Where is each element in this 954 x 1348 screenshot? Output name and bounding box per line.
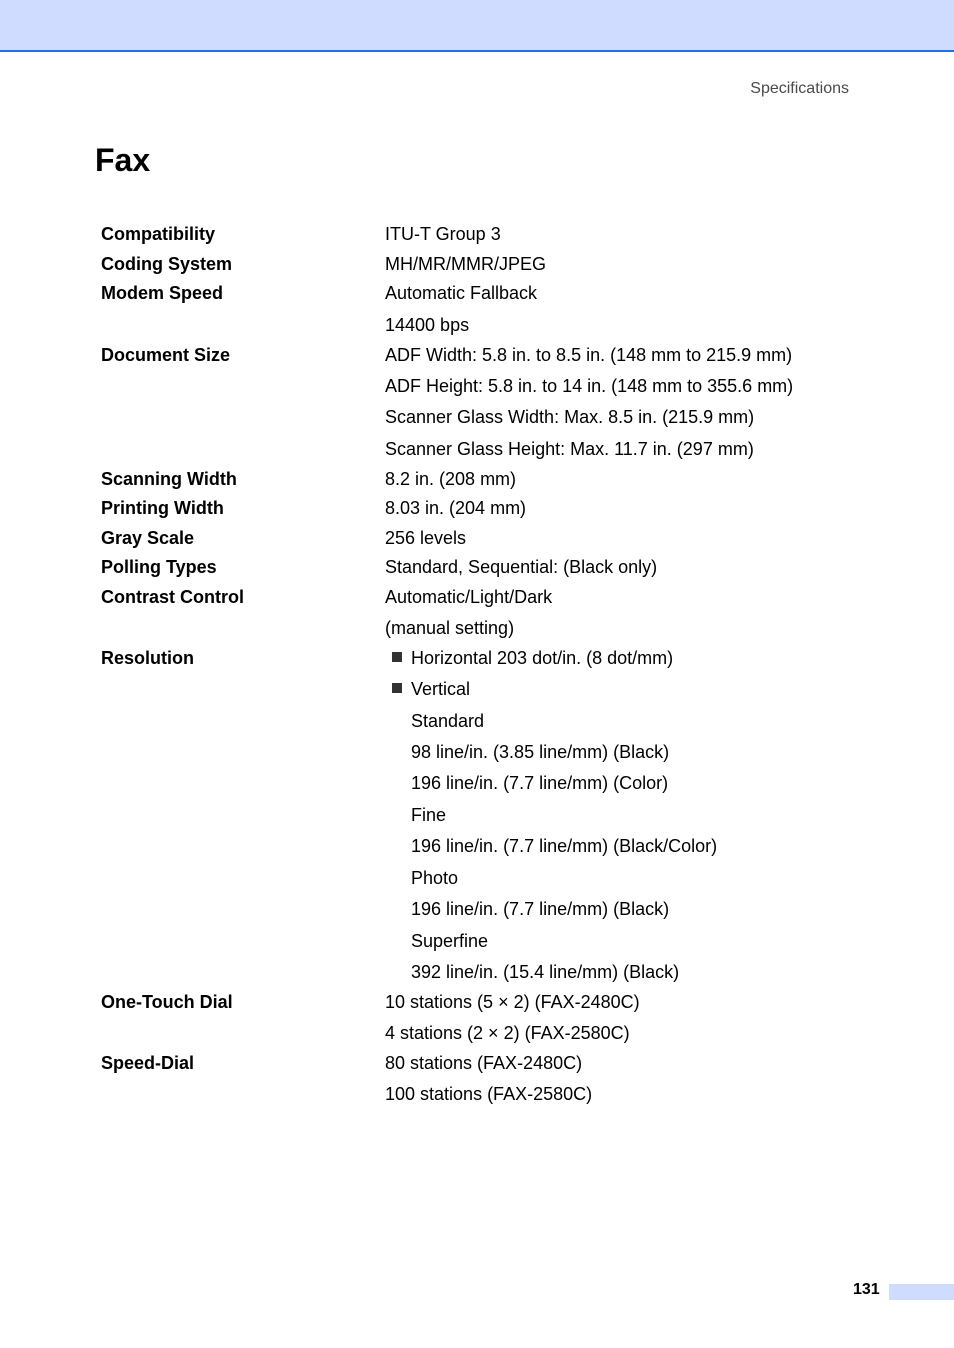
spec-row [0, 585, 954, 609]
footer-tab [889, 1284, 954, 1300]
spec-label: Resolution [101, 648, 194, 668]
spec-value: 196 line/in. (7.7 line/mm) (Color) [411, 773, 669, 793]
spec-value-text: Vertical [411, 679, 471, 699]
spec-row [0, 555, 954, 579]
spec-value: 196 line/in. (7.7 line/mm) (Black) [411, 899, 670, 919]
spec-value: Photo [411, 868, 459, 888]
spec-value: ITU-T Group 3 [385, 224, 501, 244]
spec-row [0, 526, 954, 550]
spec-value: 256 levels [385, 528, 467, 548]
spec-value: ADF Width: 5.8 in. to 8.5 in. (148 mm to 215.9 mm) [385, 345, 793, 365]
spec-row [0, 929, 954, 953]
spec-row [0, 709, 954, 733]
spec-row [0, 897, 954, 921]
spec-value: ADF Height: 5.8 in. to 14 in. (148 mm to 355.6 mm) [385, 376, 794, 396]
spec-label: Compatibility [101, 224, 216, 244]
spec-row [0, 1021, 954, 1045]
spec-label: Document Size [101, 345, 231, 365]
spec-value [392, 677, 470, 701]
spec-row [0, 281, 954, 305]
header-band [0, 0, 954, 52]
spec-value: 8.03 in. (204 mm) [385, 498, 527, 518]
spec-value: Scanner Glass Height: Max. 11.7 in. (297 mm) [385, 439, 754, 459]
spec-label: Gray Scale [101, 528, 195, 548]
spec-row [0, 374, 954, 398]
spec-label: Contrast Control [101, 587, 244, 607]
spec-row [0, 1051, 954, 1075]
spec-row [0, 252, 954, 276]
spec-row [0, 803, 954, 827]
spec-value: 196 line/in. (7.7 line/mm) (Black/Color) [411, 836, 718, 856]
spec-label: Modem Speed [101, 283, 224, 303]
square-bullet-icon [392, 683, 402, 693]
spec-value: Automatic Fallback [385, 283, 538, 303]
spec-label: Coding System [101, 254, 233, 274]
spec-row [0, 405, 954, 429]
spec-row [0, 646, 954, 670]
spec-value: 98 line/in. (3.85 line/mm) (Black) [411, 742, 670, 762]
spec-row [0, 834, 954, 858]
spec-label: Polling Types [101, 557, 217, 577]
spec-row [0, 496, 954, 520]
spec-value: Superfine [411, 931, 489, 951]
spec-row [0, 313, 954, 337]
spec-row [0, 1082, 954, 1106]
spec-value [392, 646, 673, 670]
spec-value: Standard [411, 711, 485, 731]
spec-value: Standard, Sequential: (Black only) [385, 557, 658, 577]
spec-value: 100 stations (FAX-2580C) [385, 1084, 593, 1104]
spec-value: 4 stations (2 × 2) (FAX-2580C) [385, 1023, 630, 1043]
spec-row [0, 616, 954, 640]
spec-value: 80 stations (FAX-2480C) [385, 1053, 583, 1073]
spec-row [0, 990, 954, 1014]
spec-value-text: Horizontal 203 dot/in. (8 dot/mm) [411, 648, 674, 668]
spec-value: Automatic/Light/Dark [385, 587, 553, 607]
spec-row [0, 771, 954, 795]
spec-row [0, 960, 954, 984]
spec-row [0, 866, 954, 890]
spec-value: MH/MR/MMR/JPEG [385, 254, 546, 274]
spec-value: 8.2 in. (208 mm) [385, 469, 517, 489]
spec-label: One-Touch Dial [101, 992, 233, 1012]
spec-row [0, 343, 954, 367]
spec-label: Printing Width [101, 498, 224, 518]
spec-value: (manual setting) [385, 618, 515, 638]
page-number: 131 [853, 1281, 880, 1298]
page-title: Fax [95, 142, 151, 178]
spec-value: Scanner Glass Width: Max. 8.5 in. (215.9 mm) [385, 407, 755, 427]
spec-value: 392 line/in. (15.4 line/mm) (Black) [411, 962, 680, 982]
section-label: Specifications [750, 80, 849, 97]
spec-row [0, 467, 954, 491]
square-bullet-icon [392, 652, 402, 662]
spec-label: Speed-Dial [101, 1053, 195, 1073]
spec-value: 10 stations (5 × 2) (FAX-2480C) [385, 992, 640, 1012]
spec-row [0, 437, 954, 461]
spec-row [0, 677, 954, 701]
spec-value: Fine [411, 805, 447, 825]
spec-label: Scanning Width [101, 469, 237, 489]
spec-row [0, 740, 954, 764]
spec-row [0, 222, 954, 246]
spec-value: 14400 bps [385, 315, 470, 335]
